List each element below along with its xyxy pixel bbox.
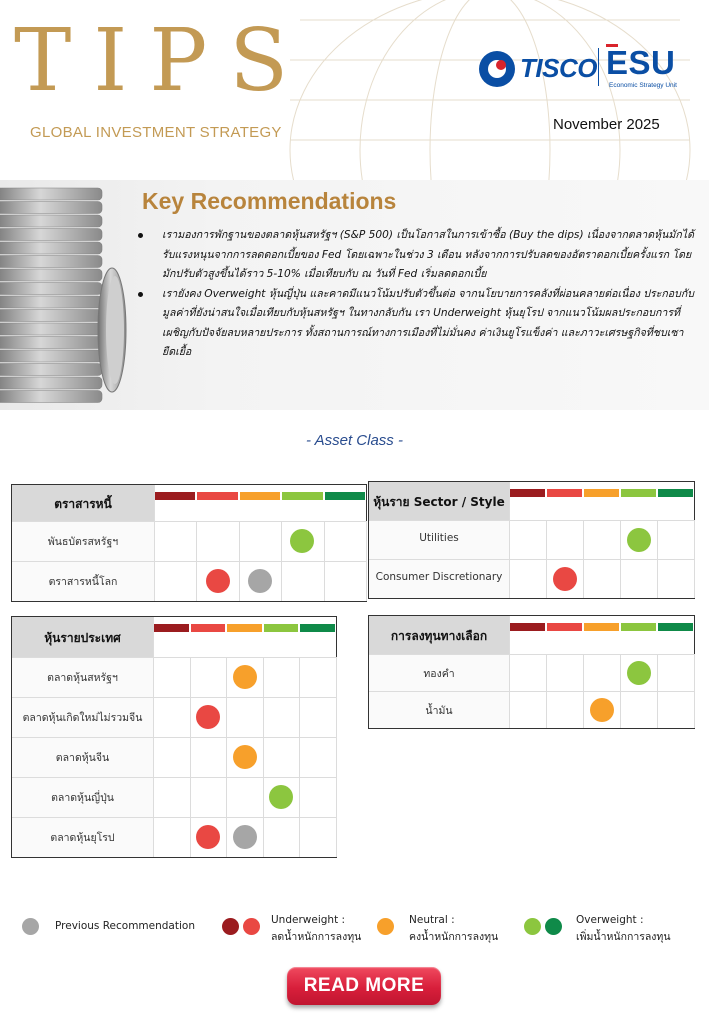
current-recommendation-dot [206,569,230,593]
table-header-label: หุ้นรายประเทศ [44,631,121,645]
grid-line [369,559,694,560]
legend-previous-label: Previous Recommendation [55,920,195,932]
row-label: ทองคำ [423,667,455,680]
grid-line [263,657,264,857]
key-recommendations-banner [0,180,709,410]
current-recommendation-dot [627,661,651,685]
legend-underweight-label: Underweight : [271,914,346,926]
previous-recommendation-dot-icon [22,918,39,935]
read-more-button[interactable]: READ MORE [287,967,441,1005]
sector-style-recommendation-table [368,481,695,599]
table-header-label: ตราสารหนี้ [54,497,112,511]
grid-line [694,654,695,728]
current-recommendation-dot [233,745,257,769]
row-label: น้ำมัน [425,704,453,717]
grid-line [299,657,300,857]
scale-bar-segment [621,623,656,631]
logo-area [478,44,693,94]
scale-bar-segment [510,623,545,631]
grid-line [366,521,367,601]
row-label: ตราสารหนี้โลก [48,576,118,588]
overweight-dark-dot-icon [545,918,562,935]
esu-logo-text: ESU [606,44,676,81]
scale-bar-segment [658,623,693,631]
esu-logo-subtitle: Economic Strategy Unit [609,82,677,89]
grid-line [154,485,155,601]
report-title: TIPS [14,11,311,111]
table-header [369,482,509,520]
bullet-icon [138,292,143,297]
table-header-label: หุ้นราย Sector / Style [373,495,505,509]
scale-bar-segment [240,492,280,500]
row-label: ตลาดหุ้นสหรัฐฯ [47,672,118,684]
recommendation-item [138,226,694,285]
scale-bar-segment [658,489,693,497]
bonds-recommendation-table [11,484,367,602]
grid-line [12,697,336,698]
grid-line [369,520,694,521]
grid-line [336,657,337,857]
previous-recommendation-dot [233,825,257,849]
country-equity-recommendation-table [11,616,337,858]
row-label: ตลาดหุ้นยุโรป [50,832,115,844]
report-subtitle: GLOBAL INVESTMENT STRATEGY [30,124,282,141]
grid-line [369,691,694,692]
scale-bar-segment [227,624,262,632]
scale-bar-segment [325,492,365,500]
legend-neutral-thai: คงน้ำหนักการลงทุน [409,931,499,943]
tisco-logo-icon [478,50,516,88]
recommendation-item [138,285,694,363]
scale-bar-segment [547,489,582,497]
recommendation-text: เรามองการพักฐานของตลาดหุ้นสหรัฐฯ (S&P 500) เป็นโอกาสในการเข้าซื้อ (Buy the dips) เนื่องจากตลาดหุ้นมักได้รับแรงหนุนจากการลดดอกเบี้ยของ Fed โดยเฉพาะในช่วง 3 เดือน หลังจากการปรับลดของอัตราดอกเบี้ยครั้งแรก โดยมักปรับตัวสูงขึ้นได้ราว 5-10% เมื่อเทียบกับ ณ วันที่ Fed เริ่มลดดอกเบี้ย [162,229,694,280]
logo-divider [598,48,599,86]
current-recommendation-dot [269,785,293,809]
grid-line [226,657,227,857]
legend-overweight-thai: เพิ่มน้ำหนักการลงทุน [576,931,671,943]
grid-line [12,737,336,738]
underweight-light-dot-icon [243,918,260,935]
overweight-light-dot-icon [524,918,541,935]
scale-bar-segment [191,624,226,632]
legend [0,912,709,962]
scale-bar-segment [155,492,195,500]
previous-recommendation-dot [248,569,272,593]
scale-bar-segment [264,624,299,632]
row-label: Consumer Discretionary [375,570,503,583]
table-header-label: การลงทุนทางเลือก [390,629,488,643]
key-recommendations-title: Key Recommendations [142,188,397,214]
table-header [12,485,154,521]
scale-bar-segment [282,492,322,500]
bullet-icon [138,233,143,238]
current-recommendation-dot [233,665,257,689]
recommendation-text: เรายังคง Overweight หุ้นญี่ปุ่น และคาดมีแนวโน้มปรับตัวขึ้นต่อ จากนโยบายการคลังที่ผ่อนคลายต่อเนื่อง ประกอบกับมูลค่าที่ยังน่าสนใจเมื่อเทียบกับหุ้นสหรัฐฯ ในทางกลับกัน เรา Underweight หุ้นยุโรป จากแนวโน้มผลประกอบการที่เผชิญกับปัจจัยลบหลายประการ ทั้งสถานการณ์ทางการเมืองที่ไม่มั่นคง ค่าเงินยูโรแข็งค่า และภาวะเศรษฐกิจที่ชบเซายืดเยื้อ [162,287,694,358]
asset-class-heading: - Asset Class - [306,432,403,449]
current-recommendation-dot [590,698,614,722]
current-recommendation-dot [553,567,577,591]
scale-bar-segment [510,489,545,497]
coin-stack-image [0,180,140,410]
current-recommendation-dot [290,529,314,553]
grid-line [190,657,191,857]
scale-bar-segment [584,623,619,631]
underweight-dark-dot-icon [222,918,239,935]
scale-bar-segment [197,492,237,500]
table-header [12,617,153,657]
legend-underweight-thai: ลดน้ำหนักการลงทุน [271,931,362,943]
legend-neutral-label: Neutral : [409,914,455,926]
grid-line [12,561,366,562]
report-date: November 2025 [553,116,660,133]
tisco-logo-text: TISCO [520,53,597,83]
grid-line [12,521,366,522]
scale-bar-segment [584,489,619,497]
grid-line [369,654,694,655]
row-label: พันธบัตรสหรัฐฯ [47,536,119,548]
table-header [369,616,509,654]
current-recommendation-dot [196,705,220,729]
scale-bar-segment [621,489,656,497]
current-recommendation-dot [627,528,651,552]
scale-bar-segment [300,624,335,632]
grid-line [12,817,336,818]
legend-overweight-label: Overweight : [576,914,644,926]
grid-line [694,520,695,598]
scale-bar-segment [154,624,189,632]
scale-bar-segment [547,623,582,631]
row-label: ตลาดหุ้นญี่ปุ่น [51,792,114,804]
row-label: Utilities [419,531,459,544]
row-label: ตลาดหุ้นเกิดใหม่ไม่รวมจีน [22,712,143,724]
current-recommendation-dot [196,825,220,849]
recommendation-list [138,226,694,363]
row-label: ตลาดหุ้นจีน [55,752,110,764]
grid-line [12,657,336,658]
alternative-investment-recommendation-table [368,615,695,729]
grid-line [509,482,510,598]
grid-line [12,777,336,778]
neutral-dot-icon [377,918,394,935]
grid-line [509,616,510,728]
